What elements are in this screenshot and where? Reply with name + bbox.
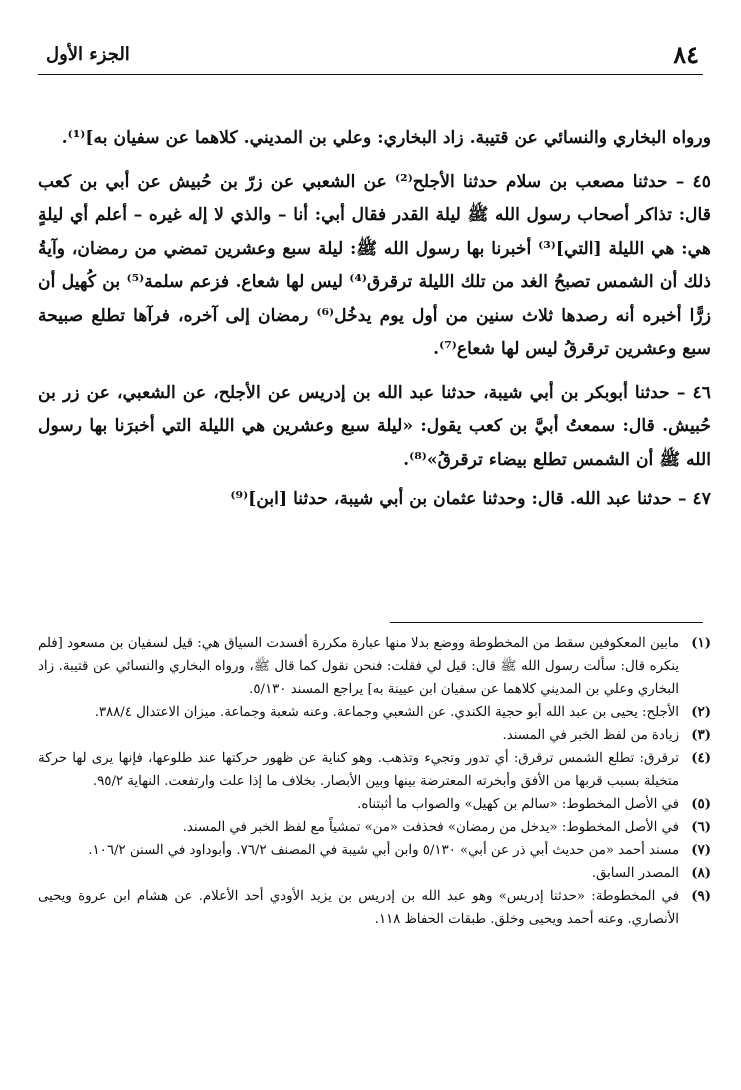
running-title: الجزء الأول bbox=[46, 44, 130, 65]
footnote-text: في المخطوطة: «حدثنا إدريس» وهو عبد الله بن إدريس بن يزيد الأودي أحد الأعلام. عن هشام ابن عروة ويحيى الأنصاري. وعنه أحمد ويحيى وخلق. طبقات الحفاظ ١١٨. bbox=[38, 889, 679, 927]
footnote-number: (٥) bbox=[691, 797, 711, 812]
footnote-number: (١) bbox=[691, 636, 711, 651]
footnote-number: (٤) bbox=[691, 751, 711, 766]
hadith-45: ٤٥ – حدثنا مصعب بن سلام حدثنا الأجلح⁽²⁾ عن الشعبي عن زرّ بن حُبيش عن أبي بن كعب قال: تذاكر أصحاب رسول الله ﷺ ليلة القدر فقال أبي: أنا – والذي لا إله غيره – أعلم أي ليلةٍ هي: هي الليلة [التي]⁽³⁾ أخبرنا بها رسول الله ﷺ: ليلة سبع وعشرين تمضي من رمضان، وآيةُ ذلك أن الشمس تصبحُ الغد من تلك الليلة ترقرق⁽⁴⁾ ليس لها شعاع. فزعم سلمة⁽⁵⁾ بن كُهيل أن زرًّا أخبره أنه رصدها ثلاث سنين من أول يوم يدخُل⁽⁶⁾ رمضان إلى آخره، فرآها تطلع صبيحة سبع وعشرين ترقرقُ ليس لها شعاع⁽⁷⁾. bbox=[38, 171, 711, 359]
footnote bbox=[38, 724, 711, 747]
footnote-number: (٦) bbox=[691, 820, 711, 835]
paragraph-continuation: ورواه البخاري والنسائي عن قتيبة. زاد البخاري: وعلي بن المديني. كلاهما عن سفيان به]⁽¹⁾. bbox=[61, 128, 711, 148]
footnote-number: (٧) bbox=[691, 843, 711, 858]
footnote bbox=[38, 885, 711, 931]
footnote-text: زيادة من لفظ الخبر في المسند. bbox=[502, 728, 679, 743]
main-text bbox=[38, 122, 711, 523]
footnote bbox=[38, 839, 711, 862]
footnote bbox=[38, 816, 711, 839]
page-number: ٨٤ bbox=[673, 40, 699, 69]
hadith-47: ٤٧ – حدثنا عبد الله. قال: وحدثنا عثمان بن أبي شيبة، حدثنا [ابن]⁽⁹⁾ bbox=[230, 489, 711, 509]
hadith-46: ٤٦ – حدثنا أبوبكر بن أبي شيبة، حدثنا عبد الله بن إدريس عن الأجلح، عن الشعبي، عن زر بن حُبيش. قال: سمعتُ أبيَّ بن كعب يقول: «ليلة سبع وعشرين هي الليلة التي أخبرَنا بها رسول الله ﷺ أن الشمس تطلع بيضاء ترقرقُ»⁽⁸⁾. bbox=[38, 382, 711, 470]
page-header bbox=[38, 34, 703, 75]
footnote bbox=[38, 862, 711, 885]
footnote-number: (٨) bbox=[691, 866, 711, 881]
footnote bbox=[38, 793, 711, 816]
footnote-text: ترقرق: تطلع الشمس ترقرق: أي تدور وتجيء وتذهب. وهو كناية عن ظهور حركتها عند طلوعها، فإنها يرى لها حركة متخيلة بسبب قربها من الأفق وأبخرته المعترضة بينها وبين الأبصار. بخلاف ما إذا علت وارتفعت. النهاية ٩٥/٢. bbox=[38, 751, 679, 789]
footnote-number: (٩) bbox=[691, 889, 711, 904]
footnotes bbox=[38, 632, 711, 931]
footnote-text: مسند أحمد «من حديث أبي ذر عن أبي» ٥/١٣٠ وابن أبي شيبة في المصنف ٧٦/٢. وأبوداود في السنن ١٠٦/٢. bbox=[88, 843, 679, 858]
footnote-text: في الأصل المخطوط: «سالم بن كهيل» والصواب ما أثبتناه. bbox=[357, 797, 679, 812]
footnote-text: في الأصل المخطوط: «يدخل من رمضان» فحذفت «من» تمشياً مع لفظ الخبر في المسند. bbox=[182, 820, 679, 835]
footnote-number: (٣) bbox=[691, 728, 711, 743]
footnote-number: (٢) bbox=[691, 705, 711, 720]
footnote-text: الأجلح: يحيى بن عبد الله أبو حجية الكندي. عن الشعبي وجماعة. وعنه شعبة وجماعة. ميزان الاعتدال ٣٨٨/٤. bbox=[94, 705, 679, 720]
footnote-text: مابين المعكوفين سقط من المخطوطة ووضع بدلا منها عبارة مكررة أفسدت السياق هي: قيل لسفيان بن مسعود [فلم ينكره قال: سألت رسول الله ﷺ قال: قيل لي فقلت: فنحن نقول كما قال ﷺ، ورواه البخاري والنسائي عن قتيبة. زاد البخاري وعلي بن المديني كلاهما عن سفيان ابن عيينة به] يراجع المسند ٥/١٣٠. bbox=[38, 636, 679, 697]
footnote-text: المصدر السابق. bbox=[591, 866, 679, 881]
footnote-divider bbox=[390, 622, 703, 623]
footnote bbox=[38, 747, 711, 793]
footnote bbox=[38, 701, 711, 724]
footnote bbox=[38, 632, 711, 701]
